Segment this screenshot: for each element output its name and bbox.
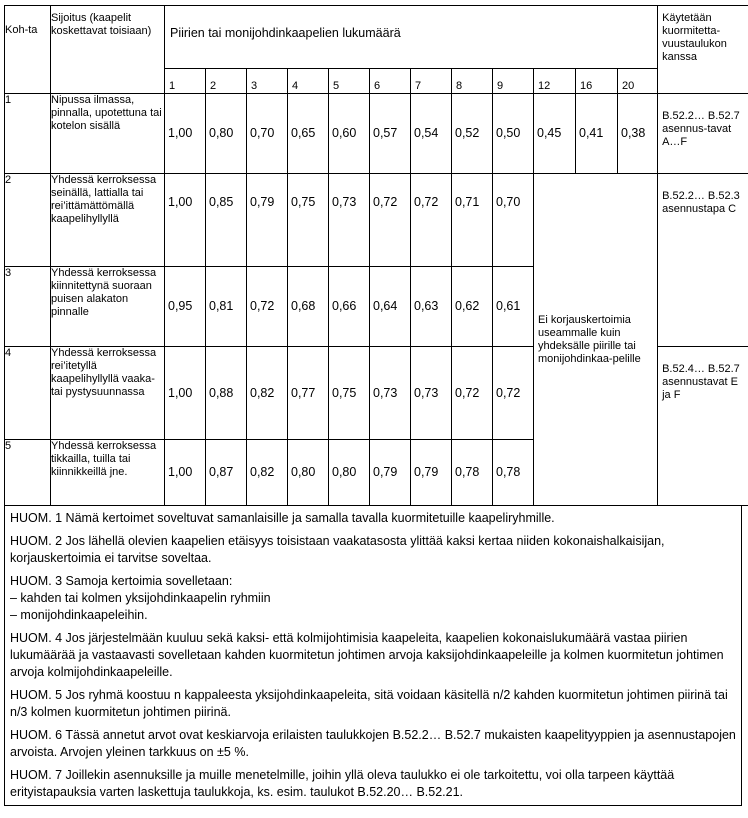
note-3-item: – monijohdinkaapeleihin. [10, 608, 148, 622]
factor-cell: 0,78 [452, 440, 493, 506]
factor-cell: 0,79 [411, 440, 452, 506]
row-sijoitus: Yhdessä kerroksessa kiinnitettynä suoraan puisen alakaton pinnalle [51, 267, 165, 347]
count-header: 4 [288, 69, 329, 94]
factor-cell: 0,64 [370, 267, 411, 347]
row-kohta: 5 [5, 440, 51, 506]
factor-cell: 0,52 [452, 94, 493, 174]
factor-cell: 0,70 [247, 94, 288, 174]
correction-factor-document [4, 5, 742, 806]
note-3-item: – kahden tai kolmen yksijohdinkaapelin ryhmiin [10, 591, 271, 605]
count-header: 1 [165, 69, 206, 94]
factor-cell: 0,85 [206, 174, 247, 267]
row-kohta: 3 [5, 267, 51, 347]
factor-cell: 0,95 [165, 267, 206, 347]
note-2: HUOM. 2 Jos lähellä olevien kaapelien etäisyys toisistaan vaakatasosta ylittää kaksi kertaa niiden kokonaishalkaisijan, korjauskertoimia ei tarvitse soveltaa. [10, 534, 665, 565]
count-header: 9 [493, 69, 534, 94]
count-header: 7 [411, 69, 452, 94]
factor-cell: 0,73 [329, 174, 370, 267]
factor-cell: 0,65 [288, 94, 329, 174]
count-header: 6 [370, 69, 411, 94]
correction-factor-table [4, 5, 748, 506]
factor-cell: 0,72 [247, 267, 288, 347]
row-kohta: 1 [5, 94, 51, 174]
factor-cell: 0,73 [370, 347, 411, 440]
factor-cell: 0,62 [452, 267, 493, 347]
row-sijoitus: Nipussa ilmassa, pinnalla, upotettuna tai kotelon sisällä [51, 94, 165, 174]
factor-cell: 0,38 [618, 94, 658, 174]
factor-cell: 0,72 [452, 347, 493, 440]
note-4: HUOM. 4 Jos järjestelmään kuuluu sekä kaksi- että kolmijohtimisia kaapeleita, kaapelien kokonaislukumäärä vastaa piirien lukumäärää ja vastaavasti sovelletaan kahden kuormitetun johtimen arvoja kaksijohdinkaapeleille ja kolmen kuormitetun johtimen arvoja kolmijohdinkaapeleille. [10, 631, 724, 679]
factor-cell: 0,81 [206, 267, 247, 347]
row-reference: B.52.4… B.52.7 asennustavat E ja F [658, 347, 748, 506]
factor-cell: 0,88 [206, 347, 247, 440]
factor-cell: 0,78 [493, 440, 534, 506]
note-5: HUOM. 5 Jos ryhmä koostuu n kappaleesta yksijohdinkaapeleita, sitä voidaan käsitellä n/2 kahden kuormitetun johtimen piirinä tai n/3 kolmen kuormitetun johtimen piirinä. [10, 688, 728, 719]
factor-cell: 0,68 [288, 267, 329, 347]
note-1: HUOM. 1 Nämä kertoimet soveltuvat samanlaisille ja samalla tavalla kuormitetuille kaapeliryhmille. [10, 511, 555, 525]
factor-cell: 0,50 [493, 94, 534, 174]
factor-cell: 0,45 [534, 94, 576, 174]
factor-cell: 0,63 [411, 267, 452, 347]
count-header: 12 [534, 69, 576, 94]
header-sijoitus: Sijoitus (kaapelit koskettavat toisiaan) [51, 6, 165, 94]
count-header: 3 [247, 69, 288, 94]
factor-cell: 0,41 [576, 94, 618, 174]
row-reference: B.52.2… B.52.3 asennustapa C [658, 174, 748, 347]
factor-cell: 0,87 [206, 440, 247, 506]
row-kohta: 2 [5, 174, 51, 267]
factor-cell: 0,80 [288, 440, 329, 506]
factor-cell: 0,82 [247, 347, 288, 440]
factor-cell: 1,00 [165, 440, 206, 506]
count-header: 5 [329, 69, 370, 94]
row-sijoitus: Yhdessä kerroksessa tikkailla, tuilla tai kiinnikkeillä jne. [51, 440, 165, 506]
factor-cell: 1,00 [165, 347, 206, 440]
row-sijoitus: Yhdessä kerroksessa seinällä, lattialla tai rei’ittämättömällä kaapelihyllyllä [51, 174, 165, 267]
count-header: 2 [206, 69, 247, 94]
factor-cell: 0,82 [247, 440, 288, 506]
factor-cell: 0,79 [247, 174, 288, 267]
note-3-intro: HUOM. 3 Samoja kertoimia sovelletaan: [10, 574, 233, 588]
row-kohta: 4 [5, 347, 51, 440]
note-6: HUOM. 6 Tässä annetut arvot ovat keskiarvoja erilaisten taulukkojen B.52.2… B.52.7 mukaisten kaapelityyppien ja asennustapojen arvoista. Arvojen yleinen tarkkuus on ±5 %. [10, 728, 736, 759]
header-kaytetaan: Käytetään kuormitetta-vuustaulukon kanssa [658, 6, 748, 94]
header-kohta: Koh-ta [5, 6, 51, 94]
factor-cell: 0,60 [329, 94, 370, 174]
count-header: 16 [576, 69, 618, 94]
row-sijoitus: Yhdessä kerroksessa rei’itetyllä kaapelihyllyllä vaaka- tai pystysuunnassa [51, 347, 165, 440]
note-3 [10, 573, 736, 624]
factor-cell: 0,70 [493, 174, 534, 267]
factor-cell: 0,54 [411, 94, 452, 174]
count-header: 20 [618, 69, 658, 94]
factor-cell: 0,79 [370, 440, 411, 506]
factor-cell: 1,00 [165, 174, 206, 267]
factor-cell: 0,72 [493, 347, 534, 440]
factor-cell: 0,80 [329, 440, 370, 506]
factor-cell: 0,75 [288, 174, 329, 267]
factor-cell: 0,61 [493, 267, 534, 347]
count-header: 8 [452, 69, 493, 94]
table-row [5, 174, 748, 267]
no-correction-note: Ei korjauskertoimia useammalle kuin yhdeksälle piirille tai monijohdinkaa-pelille [534, 174, 658, 506]
factor-cell: 0,80 [206, 94, 247, 174]
factor-cell: 0,66 [329, 267, 370, 347]
factor-cell: 1,00 [165, 94, 206, 174]
factor-cell: 0,72 [370, 174, 411, 267]
factor-cell: 0,71 [452, 174, 493, 267]
note-7: HUOM. 7 Joillekin asennuksille ja muille menetelmille, joihin yllä oleva taulukko ei ole tarkoitettu, voi olla tarpeen käyttää erityistapauksia varten laskettuja taulukkoja, ks. esim. taulukot B.52.20… B.52.21. [10, 768, 675, 799]
factor-cell: 0,57 [370, 94, 411, 174]
factor-cell: 0,73 [411, 347, 452, 440]
table-row [5, 94, 748, 174]
row-reference: B.52.2… B.52.7 asennus-tavat A…F [658, 94, 748, 174]
factor-cell: 0,75 [329, 347, 370, 440]
factor-cell: 0,77 [288, 347, 329, 440]
notes-section [4, 506, 742, 806]
header-lukumaara: Piirien tai monijohdinkaapelien lukumäärä [165, 6, 658, 69]
factor-cell: 0,72 [411, 174, 452, 267]
